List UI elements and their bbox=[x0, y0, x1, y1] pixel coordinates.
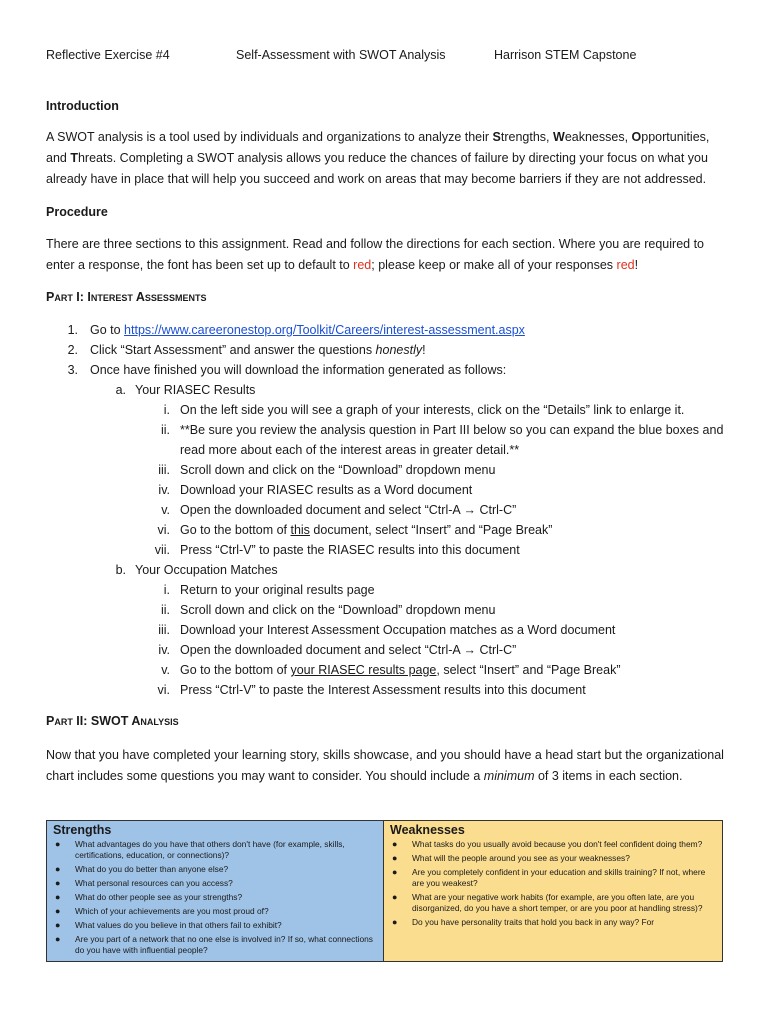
bullet-icon: ● bbox=[55, 906, 61, 916]
introduction-heading: Introduction bbox=[46, 99, 119, 113]
header-title: Self-Assessment with SWOT Analysis bbox=[236, 48, 446, 62]
bullet-icon: ● bbox=[55, 839, 61, 849]
list-item: v. Open the downloaded document and select “Ctrl-A → Ctrl-C” bbox=[161, 503, 517, 517]
list-item: i. On the left side you will see a graph of your interests, click on the “Details” link to enlarge it. bbox=[163, 403, 685, 417]
list-item: ● What tasks do you usually avoid because you don't feel confident doing them? bbox=[392, 839, 703, 849]
strengths-title: Strengths bbox=[53, 823, 112, 837]
list-item: iv. Open the downloaded document and select “Ctrl-A → Ctrl-C” bbox=[158, 643, 517, 657]
procedure-heading: Procedure bbox=[46, 205, 108, 219]
weaknesses-cell[interactable] bbox=[384, 821, 723, 962]
list-item: ● Are you completely confident in your education and skills training? If not, where are you weakest? bbox=[392, 867, 706, 888]
list-item: ● Which of your achievements are you most proud of? bbox=[55, 906, 269, 916]
interest-assessment-link[interactable]: https://www.careeronestop.org/Toolkit/Careers/interest-assessment.aspx bbox=[124, 323, 525, 337]
bullet-icon: ● bbox=[55, 864, 61, 874]
list-item: ● What do you do better than anyone else? bbox=[55, 864, 229, 874]
procedure-paragraph: There are three sections to this assignment. Read and follow the directions for each section. Where you are required to enter a response, the font has been set up to default to red; please keep or make all of your responses red! bbox=[46, 237, 704, 272]
bullet-icon: ● bbox=[392, 853, 398, 863]
introduction-paragraph: A SWOT analysis is a tool used by individuals and organizations to analyze their Strengths, Weaknesses, Opportunities, and Threats. Completing a SWOT analysis allows you reduce the chances of failure by directing your focus on what you already have in place that will help you succeed and work on areas that may become barriers if they are not addressed. bbox=[46, 130, 710, 186]
step-2: 2. Click “Start Assessment” and answer the questions honestly! bbox=[67, 343, 426, 357]
list-item: vi. Go to the bottom of this document, select “Insert” and “Page Break” bbox=[157, 523, 553, 537]
list-item: iii. Download your Interest Assessment Occupation matches as a Word document bbox=[158, 623, 616, 637]
list-item: ● What do other people see as your strengths? bbox=[55, 892, 243, 902]
substep-b: b. Your Occupation Matches bbox=[115, 563, 278, 577]
header-course: Harrison STEM Capstone bbox=[494, 48, 637, 62]
list-item: vii. Press “Ctrl-V” to paste the RIASEC results into this document bbox=[154, 543, 520, 557]
list-item: ● What are your negative work habits (for example, are you often late, are you disorganized, do you have a short temper, or are you poor at handling stress)? bbox=[392, 892, 703, 913]
list-item: ● What will the people around you see as your weaknesses? bbox=[392, 853, 630, 863]
list-item: ● Are you part of a network that no one else is involved in? If so, what connections do you have with influential people? bbox=[55, 934, 373, 955]
bullet-icon: ● bbox=[55, 934, 61, 944]
part2-heading: Part II: SWOT Analysis bbox=[46, 714, 179, 728]
step-3: 3. Once have finished you will download the information generated as follows: bbox=[67, 363, 507, 377]
list-item: ii. Scroll down and click on the “Download” dropdown menu bbox=[160, 603, 496, 617]
list-item: ● What personal resources can you access? bbox=[55, 878, 233, 888]
part1-steps bbox=[46, 320, 726, 700]
list-item: ii. **Be sure you review the analysis question in Part III below so you can expand the blue boxes and read more about each of the interest areas in greater detail.** bbox=[160, 423, 724, 457]
bullet-icon: ● bbox=[392, 917, 398, 927]
bullet-icon: ● bbox=[392, 892, 398, 902]
list-item: ● Do you have personality traits that hold you back in any way? For bbox=[392, 917, 655, 927]
list-item: iii. Scroll down and click on the “Download” dropdown menu bbox=[158, 463, 496, 477]
bullet-icon: ● bbox=[55, 920, 61, 930]
list-item: vi. Press “Ctrl-V” to paste the Interest Assessment results into this document bbox=[157, 683, 586, 697]
bullet-icon: ● bbox=[55, 892, 61, 902]
list-item: iv. Download your RIASEC results as a Word document bbox=[158, 483, 473, 497]
substep-a: a. Your RIASEC Results bbox=[115, 383, 256, 397]
swot-table bbox=[46, 820, 723, 962]
step-1: 1. Go to https://www.careeronestop.org/Toolkit/Careers/interest-assessment.aspx bbox=[67, 323, 525, 337]
part2-paragraph: Now that you have completed your learning story, skills showcase, and you should have a head start but the organizational chart includes some questions you may want to consider. You should include a minimum of 3 items in each section. bbox=[46, 748, 724, 783]
list-item: i. Return to your original results page bbox=[163, 583, 375, 597]
weaknesses-title: Weaknesses bbox=[390, 823, 465, 837]
list-item: ● What advantages do you have that others don't have (for example, skills, certifications, education, or connections)? bbox=[55, 839, 345, 860]
bullet-icon: ● bbox=[55, 878, 61, 888]
page-header bbox=[46, 48, 726, 66]
list-item: v. Go to the bottom of your RIASEC results page, select “Insert” and “Page Break” bbox=[161, 663, 621, 677]
bullet-icon: ● bbox=[392, 867, 398, 877]
part1-heading: Part I: Interest Assessments bbox=[46, 290, 207, 304]
bullet-icon: ● bbox=[392, 839, 398, 849]
list-item: ● What values do you believe in that others fail to exhibit? bbox=[55, 920, 282, 930]
strengths-cell[interactable] bbox=[47, 821, 384, 962]
header-exercise: Reflective Exercise #4 bbox=[46, 48, 170, 62]
